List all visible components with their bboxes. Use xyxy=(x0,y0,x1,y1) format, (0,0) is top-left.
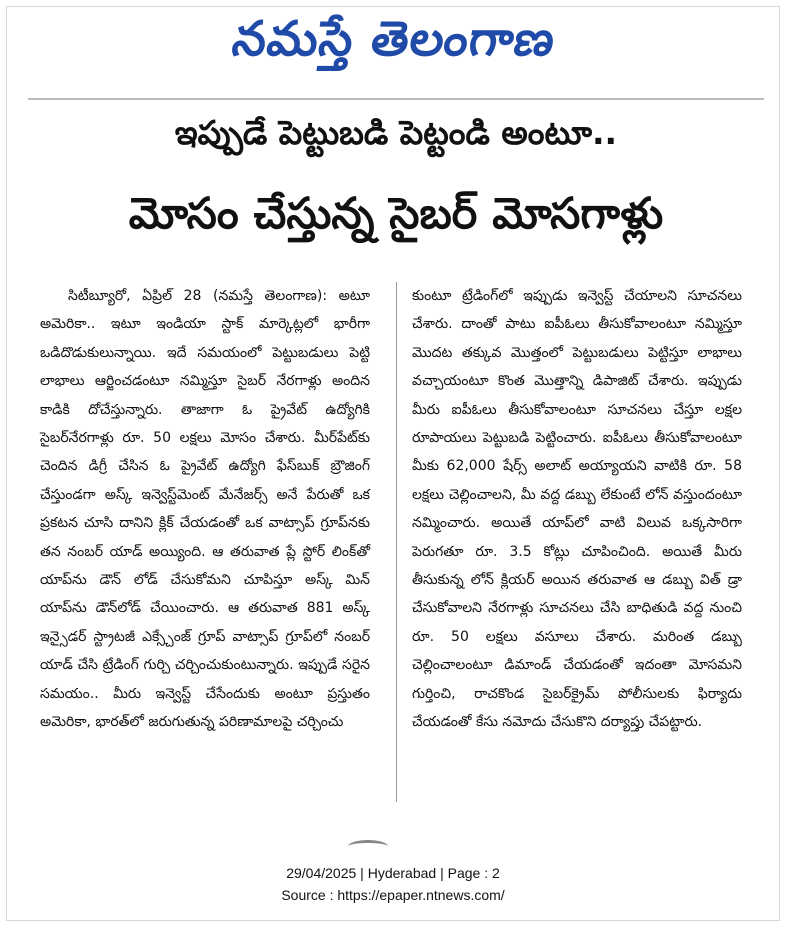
column-left-text: సిటీబ్యూరో, ఏప్రిల్ 28 (నమస్తే తెలంగాణ): అటూ అమెరికా.. ఇటూ ఇండియా స్టాక్ మార్కెట్లలో భారీగా ఒడిదొడుకులున్నాయి. ఇదే సమయంలో పెట్టుబడులు పెట్టి లాభాలు ఆర్జించడంటూ నమ్మిస్తూ సైబర్ నేరగాళ్లు అందిన కాడికి దోచేస్తున్నారు. తాజాగా ఓ ప్రైవేట్ ఉద్యోగికి సైబర్‌నేరగాళ్లు రూ. 50 లక్షలు మోసం చేశారు. మీర్‌పేట్‌కు చెందిన డిగ్రీ చేసిన ఓ ప్రైవేట్ ఉద్యోగి ఫేస్‌బుక్ బ్రౌజింగ్ చేస్తుండగా అస్క్ ఇన్వెస్ట్‌మెంట్ మేనేజర్స్ అనే పేరుతో ఒక ప్రకటన చూసి దానిని క్లిక్ చేయడంతో ఒక వాట్సాప్ గ్రూప్‌నకు తన నంబర్ యాడ్ అయ్యింది. ఆ తరువాత ప్లే స్టోర్ లింక్‌తో యాప్‌ను డౌన్ లోడ్ చేసుకోమని చూపిస్తూ అస్క్ మిన్ యాప్‌ను డౌన్‌లోడ్ చేయించారు. ఆ తరువాత 881 అస్క్ ఇన్సైడర్ స్ట్రాటజీ ఎక్స్చేంజ్ గ్రూప్ వాట్సాప్ గ్రూప్‌లో నంబర్ యాడ్ చేసి ట్రేడింగ్ గుర్చి చర్చించుకుంటున్నారు. ఇప్పుడే సరైన సమయం.. మీరు ఇన్వెస్ట్ చేసేందుకు అంటూ ప్రస్తుతం అమెరికా, భారత్‌లో జరుగుతున్న పరిణామాలపై చర్చించు xyxy=(40,288,370,731)
top-rule xyxy=(28,98,764,100)
newspaper-logo: నమస్తే తెలంగాణ xyxy=(228,11,560,67)
column-divider xyxy=(396,282,397,802)
masthead xyxy=(0,0,786,90)
article-kicker: ఇప్పుడే పెట్టుబడి పెట్టండి అంటూ.. xyxy=(174,113,618,152)
article-column-right xyxy=(412,282,742,737)
footer-date-line: 29/04/2025 | Hyderabad | Page : 2 xyxy=(286,865,500,881)
clipping-edge-mark xyxy=(348,840,388,850)
footer xyxy=(0,862,786,906)
footer-source-line: Source : https://epaper.ntnews.com/ xyxy=(281,887,505,903)
article-headline: మోసం చేస్తున్న సైబర్ మోసగాళ్లు xyxy=(128,189,664,239)
article-column-left xyxy=(40,282,370,737)
column-right-text: కుంటూ ట్రేడింగ్‌లో ఇప్పుడు ఇన్వెస్ట్ చేయాలని సూచనలు చేశారు. దాంతో పాటు ఐపీఓలు తీసుకోవాలంటూ నమ్మిస్తూ మొదట తక్కువ మొత్తంలో పెట్టుబడులు పెట్టిస్తూ లాభాలు వచ్చాయంటూ కొంత మొత్తాన్ని డిపాజిట్ చేశారు. ఇప్పుడు మీరు ఐపీఓలు తీసుకోవాలంటూ సూచనలు చేస్తూ లక్షల రూపాయలు పెట్టుబడి పెట్టించారు. ఐపీఓలు తీసుకోవాలంటూ మీకు 62,000 షేర్స్ అలాట్ అయ్యాయని వాటికి రూ. 58 లక్షలు చెల్లించాలని, మీ వద్ద డబ్బు లేకుంటే లోన్ వస్తుందంటూ నమ్మించారు. అయితే యాప్‌లో వాటి విలువ ఒక్కసారిగా పెరుగతూ రూ. 3.5 కోట్లు చూపించింది. అయితే మీరు తీసుకున్న లోన్ క్లియర్ అయిన తరువాత ఆ డబ్బు విత్ డ్రా చేసుకోవాలని నేరగాళ్లు సూచనలు చేసి బాధితుడి వద్ద నుంచి రూ. 50 లక్షలు వసూలు చేశారు. మరింత డబ్బు చెల్లించాలంటూ డిమాండ్ చేయడంతో ఇదంతా మోసమని గుర్తించి, రాచకొండ సైబర్‌క్రైమ్ పోలీసులకు ఫిర్యాదు చేయడంతో కేసు నమోదు చేసుకొని దర్యాప్తు చేపట్టారు. xyxy=(412,288,742,731)
news-clipping xyxy=(28,98,764,850)
